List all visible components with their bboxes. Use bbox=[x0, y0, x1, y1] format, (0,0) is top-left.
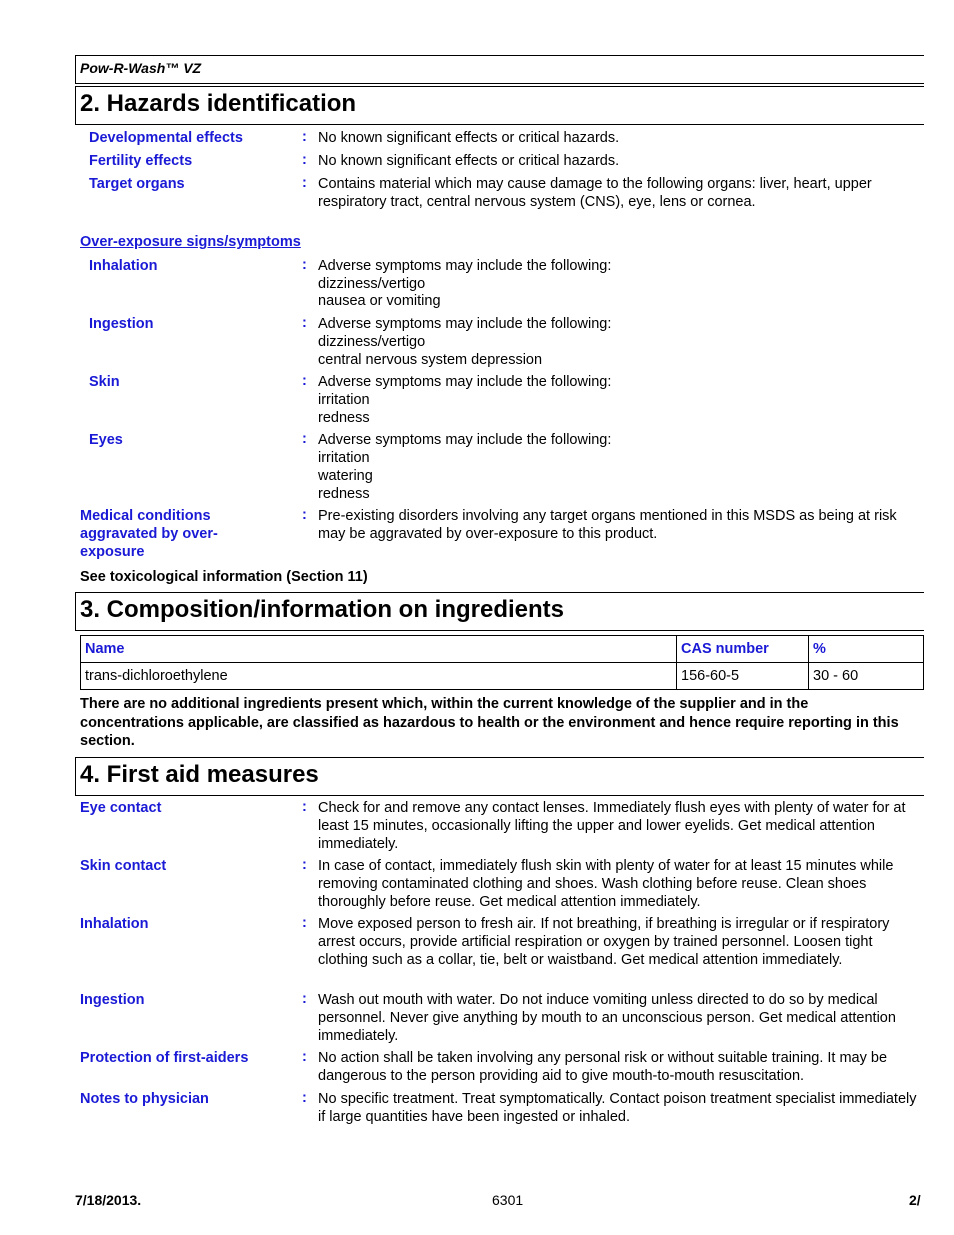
section-2-title: 2. Hazards identification bbox=[80, 90, 357, 117]
inhalation-value: Move exposed person to fresh air. If not breathing, if breathing is irregular or if respiratory arrest occurs, provide artificial respiration or oxygen by trained personnel. Loosen tight clothing such as a collar, tie, belt or waistband. Get medical attention immediately. bbox=[318, 916, 890, 968]
symptom-eyes-line: redness bbox=[318, 486, 370, 502]
colon: : bbox=[302, 1049, 307, 1065]
symptom-eyes-label: Eyes bbox=[89, 432, 123, 448]
notes-to-physician-value: No specific treatment. Treat symptomatically. Contact poison treatment specialist immediately if large quantities have been ingested or inhaled. bbox=[318, 1091, 917, 1125]
symptom-skin-line: redness bbox=[318, 410, 370, 426]
colon: : bbox=[302, 373, 307, 389]
symptom-inhalation-line: dizziness/vertigo bbox=[318, 276, 426, 292]
footer-code: 6301 bbox=[492, 1192, 524, 1208]
footer-page-number: 2/ bbox=[909, 1192, 921, 1208]
colon: : bbox=[302, 1090, 307, 1106]
column-header-percent: % bbox=[809, 636, 924, 663]
table-row bbox=[81, 663, 924, 690]
medical-conditions-label: Medical conditions aggravated by over-exposure bbox=[80, 508, 218, 560]
colon: : bbox=[302, 315, 307, 331]
developmental-effects-label: Developmental effects bbox=[89, 130, 243, 146]
colon: : bbox=[302, 915, 307, 931]
colon: : bbox=[302, 152, 307, 168]
colon: : bbox=[302, 799, 307, 815]
protection-first-aiders-label: Protection of first-aiders bbox=[80, 1050, 249, 1066]
symptom-eyes-line: irritation bbox=[318, 450, 370, 466]
symptom-skin-line: Adverse symptoms may include the following: bbox=[318, 374, 612, 390]
column-header-cas: CAS number bbox=[677, 636, 809, 663]
skin-contact-value: In case of contact, immediately flush skin with plenty of water for at least 15 minutes while removing contaminated clothing and shoes. Wash clothing before reuse. Clean shoes thoroughly before reuse. Get medical attention immediately. bbox=[318, 858, 894, 910]
eye-contact-label: Eye contact bbox=[80, 800, 162, 816]
colon: : bbox=[302, 857, 307, 873]
symptom-eyes-line: watering bbox=[318, 468, 373, 484]
symptom-inhalation-line: nausea or vomiting bbox=[318, 293, 441, 309]
section-3-title: 3. Composition/information on ingredients bbox=[80, 596, 564, 623]
protection-first-aiders-value: No action shall be taken involving any personal risk or without suitable training. It may be dangerous to the person providing aid to give mouth-to-mouth resuscitation. bbox=[318, 1050, 888, 1084]
table-header-row bbox=[81, 636, 924, 663]
notes-to-physician-label: Notes to physician bbox=[80, 1091, 209, 1107]
symptom-ingestion-line: dizziness/vertigo bbox=[318, 334, 426, 350]
target-organs-value: Contains material which may cause damage to the following organs: liver, heart, upper respiratory tract, central nervous system (CNS), eye, lens or cornea. bbox=[318, 176, 872, 210]
colon: : bbox=[302, 175, 307, 191]
column-header-name: Name bbox=[81, 636, 677, 663]
ingestion-value: Wash out mouth with water. Do not induce vomiting unless directed to do so by medical personnel. Never give anything by mouth to an unconscious person. Get medical attention immediately. bbox=[318, 992, 896, 1044]
eye-contact-value: Check for and remove any contact lenses. Immediately flush eyes with plenty of water for at least 15 minutes, occasionally lifting the upper and lower eyelids. Get medical attention immediately. bbox=[318, 800, 906, 852]
developmental-effects-value: No known significant effects or critical hazards. bbox=[318, 130, 620, 146]
symptom-ingestion-line: central nervous system depression bbox=[318, 352, 543, 368]
symptom-skin-label: Skin bbox=[89, 374, 120, 390]
product-header-bar bbox=[75, 55, 924, 84]
additional-ingredients-note: There are no additional ingredients present which, within the current knowledge of the supplier and in the concentrations applicable, are classified as hazardous to health or the environment and hence require reporting in this section. bbox=[80, 696, 899, 749]
see-toxicological-note: See toxicological information (Section 11) bbox=[80, 569, 368, 585]
colon: : bbox=[302, 431, 307, 447]
colon: : bbox=[302, 129, 307, 145]
colon: : bbox=[302, 257, 307, 273]
symptom-inhalation-label: Inhalation bbox=[89, 258, 158, 274]
overexposure-heading: Over-exposure signs/symptoms bbox=[80, 234, 301, 250]
symptom-eyes-line: Adverse symptoms may include the following: bbox=[318, 432, 612, 448]
medical-conditions-value: Pre-existing disorders involving any target organs mentioned in this MSDS as being at risk may be aggravated by over-exposure to this product. bbox=[318, 508, 897, 542]
ingredients-table bbox=[80, 635, 924, 690]
cas-number-cell: 156-60-5 bbox=[677, 663, 809, 690]
inhalation-label: Inhalation bbox=[80, 916, 149, 932]
colon: : bbox=[302, 507, 307, 523]
fertility-effects-value: No known significant effects or critical hazards. bbox=[318, 153, 620, 169]
product-name: Pow-R-Wash™ VZ bbox=[80, 60, 202, 76]
ingestion-label: Ingestion bbox=[80, 992, 145, 1008]
symptom-skin-line: irritation bbox=[318, 392, 370, 408]
footer-date: 7/18/2013. bbox=[75, 1192, 142, 1208]
symptom-ingestion-label: Ingestion bbox=[89, 316, 154, 332]
ingredient-name-cell: trans-dichloroethylene bbox=[81, 663, 677, 690]
skin-contact-label: Skin contact bbox=[80, 858, 167, 874]
symptom-inhalation-line: Adverse symptoms may include the following: bbox=[318, 258, 612, 274]
colon: : bbox=[302, 991, 307, 1007]
percent-cell: 30 - 60 bbox=[809, 663, 924, 690]
section-4-title: 4. First aid measures bbox=[80, 761, 319, 788]
fertility-effects-label: Fertility effects bbox=[89, 153, 193, 169]
target-organs-label: Target organs bbox=[89, 176, 185, 192]
symptom-ingestion-line: Adverse symptoms may include the following: bbox=[318, 316, 612, 332]
